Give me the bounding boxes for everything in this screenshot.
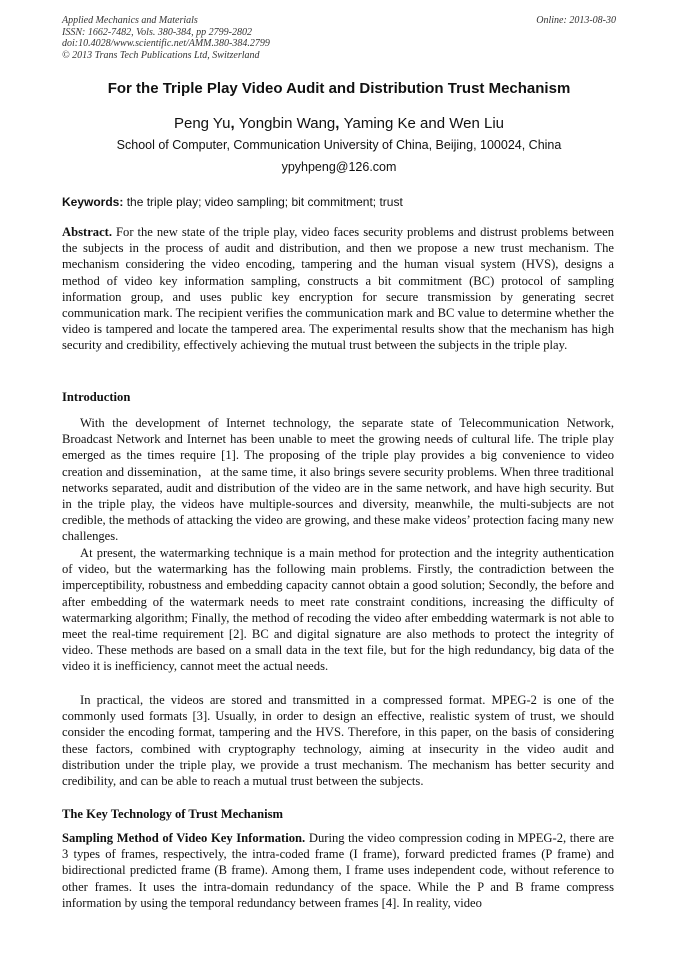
author-separator: , <box>335 115 344 132</box>
abstract-text: For the new state of the triple play, video faces security problems and distrust problems between the subjects in the process of audit and distribution, and then we propose a new trust mechanism. The mechanism considering the video encoding, tampering and the human visual system (HVS), designs a method of video key information sampling, constructs a bit commitment (BC) protocol of sampling information group, and uses public key encryption for secure transmission by generating secret communication mark. The recipient verifies the communication mark and BC value to determine whether the video is tampered and locate the tampered area. The experimental results show that the mechanism has high security and credibility, effectively achieving the mutual trust between the subjects in the triple play. <box>62 225 614 353</box>
author-email: ypyhpeng@126.com <box>281 160 397 174</box>
sampling-method-text: During the video compression coding in MPEG-2, there are 3 types of frames, respectively, the intra-coded frame (I frame), forward predicted frames (P frame) and bidirectional predicted frame (B frame). Among them, I frame uses independent code, without reference to other frames. It uses the intra-domain redundancy of the space. While the P and B frame compress information by using the temporal redundancy between frames [4]. In reality, video <box>62 831 614 910</box>
author-separator: , <box>230 115 239 132</box>
intro-paragraph-3: In practical, the videos are stored and transmitted in a compressed format. MPEG-2 is one of the commonly used formats [3]. Usually, in order to design an effective, realistic system of trust, we should consider the encoding format, tampering and the HVS. Therefore, in this paper, on the basis of considering these factors, combined with cryptography technology, aiming at insecurity in the video audit and distribution under the triple play, we provide a trust mechanism. The mechanism has better security and credibility, and can be able to reach a mutual trust between the subjects. <box>62 693 614 789</box>
affiliation: School of Computer, Communication University of China, Beijing, 100024, China <box>116 138 562 152</box>
intro-paragraph-1: With the development of Internet technology, the separate state of Telecommunication Network, Broadcast Network and Internet has been unable to meet the growing needs of cultural life. The triple play emerged as the times require [1]. The proposing of the triple play provides a big convenience to video creation and dissemination，at the same time, it also brings severe security problems. When three traditional networks separated, audit and distribution of the video are in the same network, and have high security. But in the triple play, the videos have multiple-sources and diversity, meanwhile, the multi-subjects are not credible, the methods of attacking the video are growing, and these make videos’ protection facing many new challenges. <box>62 416 614 544</box>
author-name: Wen Liu <box>449 115 504 132</box>
author-name: Yaming Ke <box>343 115 416 132</box>
author-name: Yongbin Wang <box>238 115 336 132</box>
intro-paragraph-2: At present, the watermarking technique is a main method for protection and the integrity authentication of video, but the watermarking has the following main problems. Firstly, the contradiction between the imperceptibility, robustness and embedding capacity cannot obtain a good solution; Secondly, the before and after embedding of the watermark needs to meet rate constraint conditions, increasing the difficulty of watermarking algorithm; Finally, the method of recoding the video after embedding watermark is not able to meet the real-time requirement [2]. BC and digital signature are also methods to protect the integrity of video. These methods are based on a small data in the text file, but for the high redundancy, big data of the video it is inefficiency, cannot meet the actual needs. <box>62 546 614 674</box>
author-separator: and <box>415 115 450 132</box>
author-name: Peng Yu <box>173 115 231 132</box>
copyright-line: © 2013 Trans Tech Publications Ltd, Switzerland <box>62 49 260 61</box>
sampling-method-label: Sampling Method of Video Key Information. <box>62 831 306 845</box>
keywords-label: Keywords: <box>62 195 124 209</box>
journal-header <box>62 15 270 61</box>
author-list <box>0 115 678 132</box>
key-technology-paragraph <box>62 830 614 911</box>
doi-line: doi:10.4028/www.scientific.net/AMM.380-384.2799 <box>62 38 270 49</box>
issn-line: ISSN: 1662-7482, Vols. 380-384, pp 2799-2802 <box>62 26 252 38</box>
keywords-text: the triple play; video sampling; bit commitment; trust <box>126 195 403 209</box>
keywords-line <box>62 195 614 209</box>
abstract-label: Abstract. <box>62 225 113 239</box>
key-technology-heading: The Key Technology of Trust Mechanism <box>62 807 283 821</box>
journal-name: Applied Mechanics and Materials <box>62 15 198 26</box>
paper-title: For the Triple Play Video Audit and Distribution Trust Mechanism <box>107 80 571 97</box>
online-date: Online: 2013-08-30 <box>536 15 616 26</box>
abstract-paragraph <box>62 224 614 354</box>
introduction-heading: Introduction <box>62 390 131 404</box>
